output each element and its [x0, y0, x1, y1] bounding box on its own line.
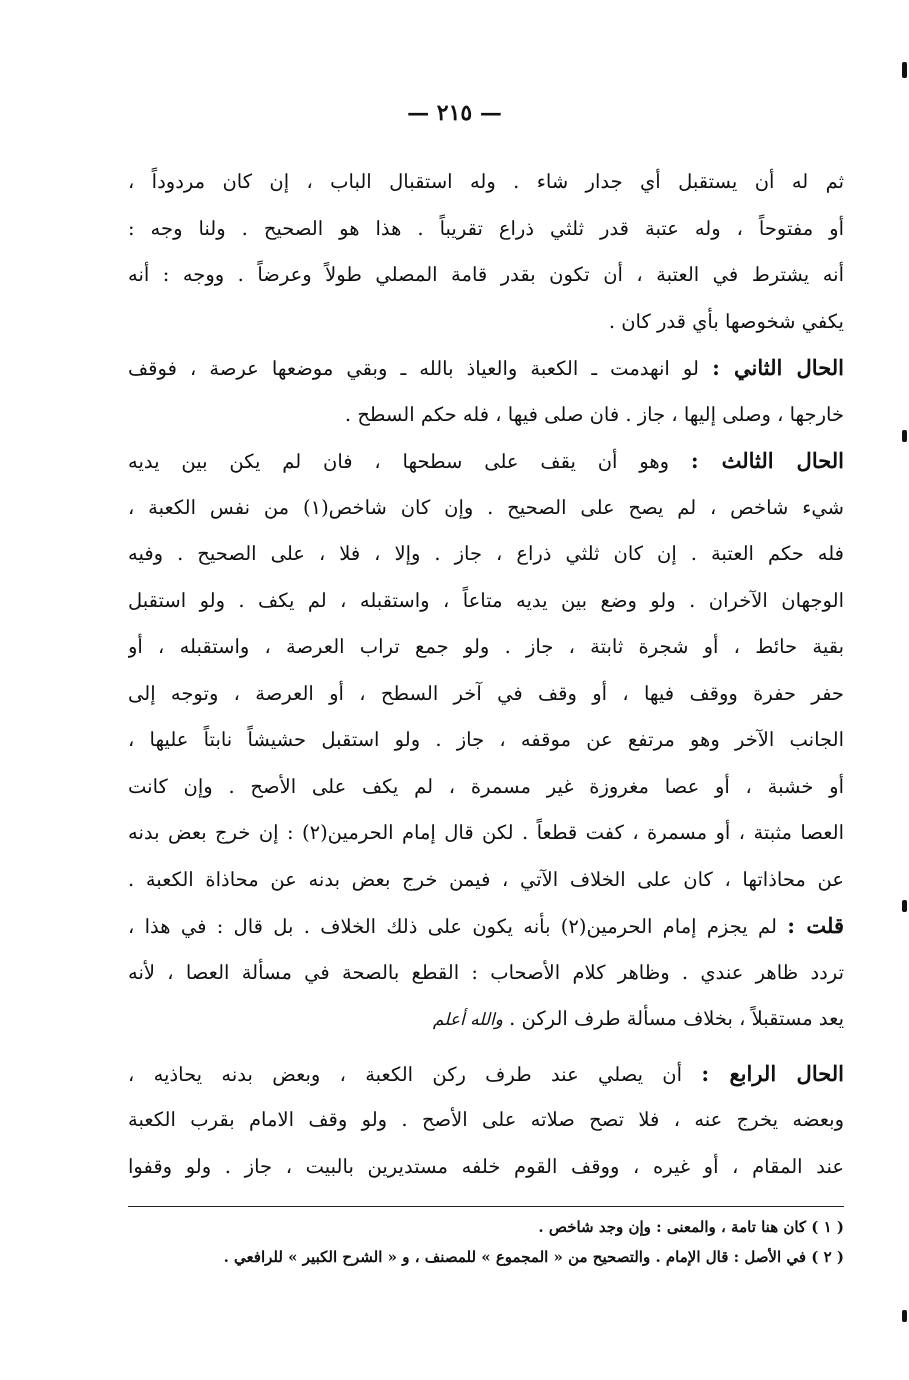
main-text-block: [128, 158, 844, 1189]
text-line: [128, 1096, 844, 1143]
line-text: الجانب الآخر وهو مرتفع عن موقفه ، جاز . ولو استقبل حشيشاً نابتاً عليها ،: [128, 728, 844, 751]
text-line: [128, 391, 844, 438]
paragraph-gap: [128, 1042, 844, 1050]
line-text: أنه يشترط في العتبة ، أن تكون بقدر قامة المصلي طولاً وعرضاً . ووجه : أنه: [128, 263, 844, 286]
page-edge-mark: [902, 430, 907, 442]
line-text: خارجها ، وصلى إليها ، جاز . فان صلى فيها ، فله حكم السطح .: [344, 402, 844, 426]
text-line: [128, 251, 844, 298]
text-line: [128, 995, 844, 1042]
text-line: [128, 763, 844, 810]
footnote-separator: [128, 1206, 844, 1207]
line-text: لو انهدمت ـ الكعبة والعياذ بالله ـ وبقي موضعها عرصة ، فوقف: [128, 357, 699, 380]
page-edge-mark: [902, 1310, 907, 1322]
line-text: عن محاذاتها ، كان على الخلاف الآتي ، فيمن خرج بعض بدنه عن محاذاة الكعبة .: [128, 867, 844, 891]
line-text: حفر حفرة ووقف فيها ، أو وقف في آخر السطح ، أو العرصة ، وتوجه إلى: [128, 681, 844, 705]
line-text: أن يصلي عند طرف ركن الكعبة ، وبعض بدنه يحاذيه ،: [128, 1062, 683, 1086]
section-heading: الحال الثالث :: [690, 448, 844, 473]
line-text: بقية حائط ، أو شجرة ثابتة ، جاز . ولو جمع تراب العرصة ، واستقبله ، أو: [128, 635, 844, 658]
closing-phrase: والله أعلم: [432, 1010, 503, 1030]
line-text: ثم له أن يستقبل أي جدار شاء . وله استقبال الباب ، إن كان مردوداً ،: [128, 170, 844, 193]
footnote-1: ( ١ ) كان هنا تامة ، والمعنى : وإن وجد شاخص .: [538, 1218, 844, 1236]
text-line: [128, 856, 844, 903]
text-line: [128, 577, 844, 624]
line-text: تردد ظاهر عندي . وظاهر كلام الأصحاب : القطع بالصحة في مسألة العصا ، لأنه: [128, 960, 844, 984]
line-text: شيء شاخص ، لم يصح على الصحيح . وإن كان شاخص(١) من نفس الكعبة ،: [128, 495, 844, 519]
text-line: [128, 530, 844, 577]
text-line: [128, 670, 844, 717]
text-line: [128, 484, 844, 531]
text-line: [128, 1050, 844, 1097]
text-line: [128, 716, 844, 763]
text-line: [128, 623, 844, 670]
page-edge-mark: [902, 900, 907, 912]
page-edge-mark: [902, 62, 907, 78]
line-text: يعد مستقبلاً ، بخلاف مسألة طرف الركن .: [509, 1007, 844, 1030]
text-line: [128, 902, 844, 949]
section-heading: الحال الثاني :: [712, 355, 844, 380]
footnote-2: ( ٢ ) في الأصل : قال الإمام . والتصحيح من « المجموع » للمصنف ، و « الشرح الكبير » للرافعي .: [223, 1248, 844, 1266]
text-line: [128, 1143, 844, 1190]
line-text: لم يجزم إمام الحرمين(٢) بأنه يكون على ذلك الخلاف . بل قال : في هذا ،: [128, 915, 777, 938]
text-line: [128, 344, 844, 391]
text-line: [128, 298, 844, 345]
section-heading: الحال الرابع :: [701, 1060, 844, 1086]
line-text: أو خشبة ، أو عصا مغروزة غير مسمرة ، لم يكف على الأصح . وإن كانت: [128, 774, 844, 798]
line-text: أو مفتوحاً ، وله عتبة قدر ثلثي ذراع تقريباً . هذا هو الصحيح . ولنا وجه :: [128, 216, 844, 240]
text-line: [128, 809, 844, 856]
line-text: يكفي شخوصها بأي قدر كان .: [608, 309, 844, 333]
section-heading: قلت :: [787, 913, 844, 938]
line-text: الوجهان الآخران . ولو وضع بين يديه متاعاً ، واستقبله ، لم يكف . ولو استقبل: [128, 588, 844, 612]
text-line: [128, 158, 844, 205]
text-line: [128, 437, 844, 484]
page-number: — ٢١٥ —: [407, 100, 502, 126]
line-text: وهو أن يقف على سطحها ، فان لم يكن بين يديه: [128, 450, 670, 473]
text-line: [128, 205, 844, 252]
line-text: عند المقام ، أو غيره ، ووقف القوم خلفه مستديرين بالبيت ، جاز . ولو وقفوا: [128, 1154, 844, 1178]
text-line: [128, 949, 844, 996]
line-text: فله حكم العتبة . إن كان ثلثي ذراع ، جاز . وإلا ، فلا ، على الصحيح . وفيه: [128, 542, 844, 565]
line-text: وبعضه يخرج عنه ، فلا تصح صلاته على الأصح . ولو وقف الامام بقرب الكعبة: [128, 1108, 844, 1131]
footnotes-block: [128, 1212, 844, 1272]
line-text: العصا مثبتة ، أو مسمرة ، كفت قطعاً . لكن قال إمام الحرمين(٢) : إن خرج بعض بدنه: [128, 821, 844, 844]
